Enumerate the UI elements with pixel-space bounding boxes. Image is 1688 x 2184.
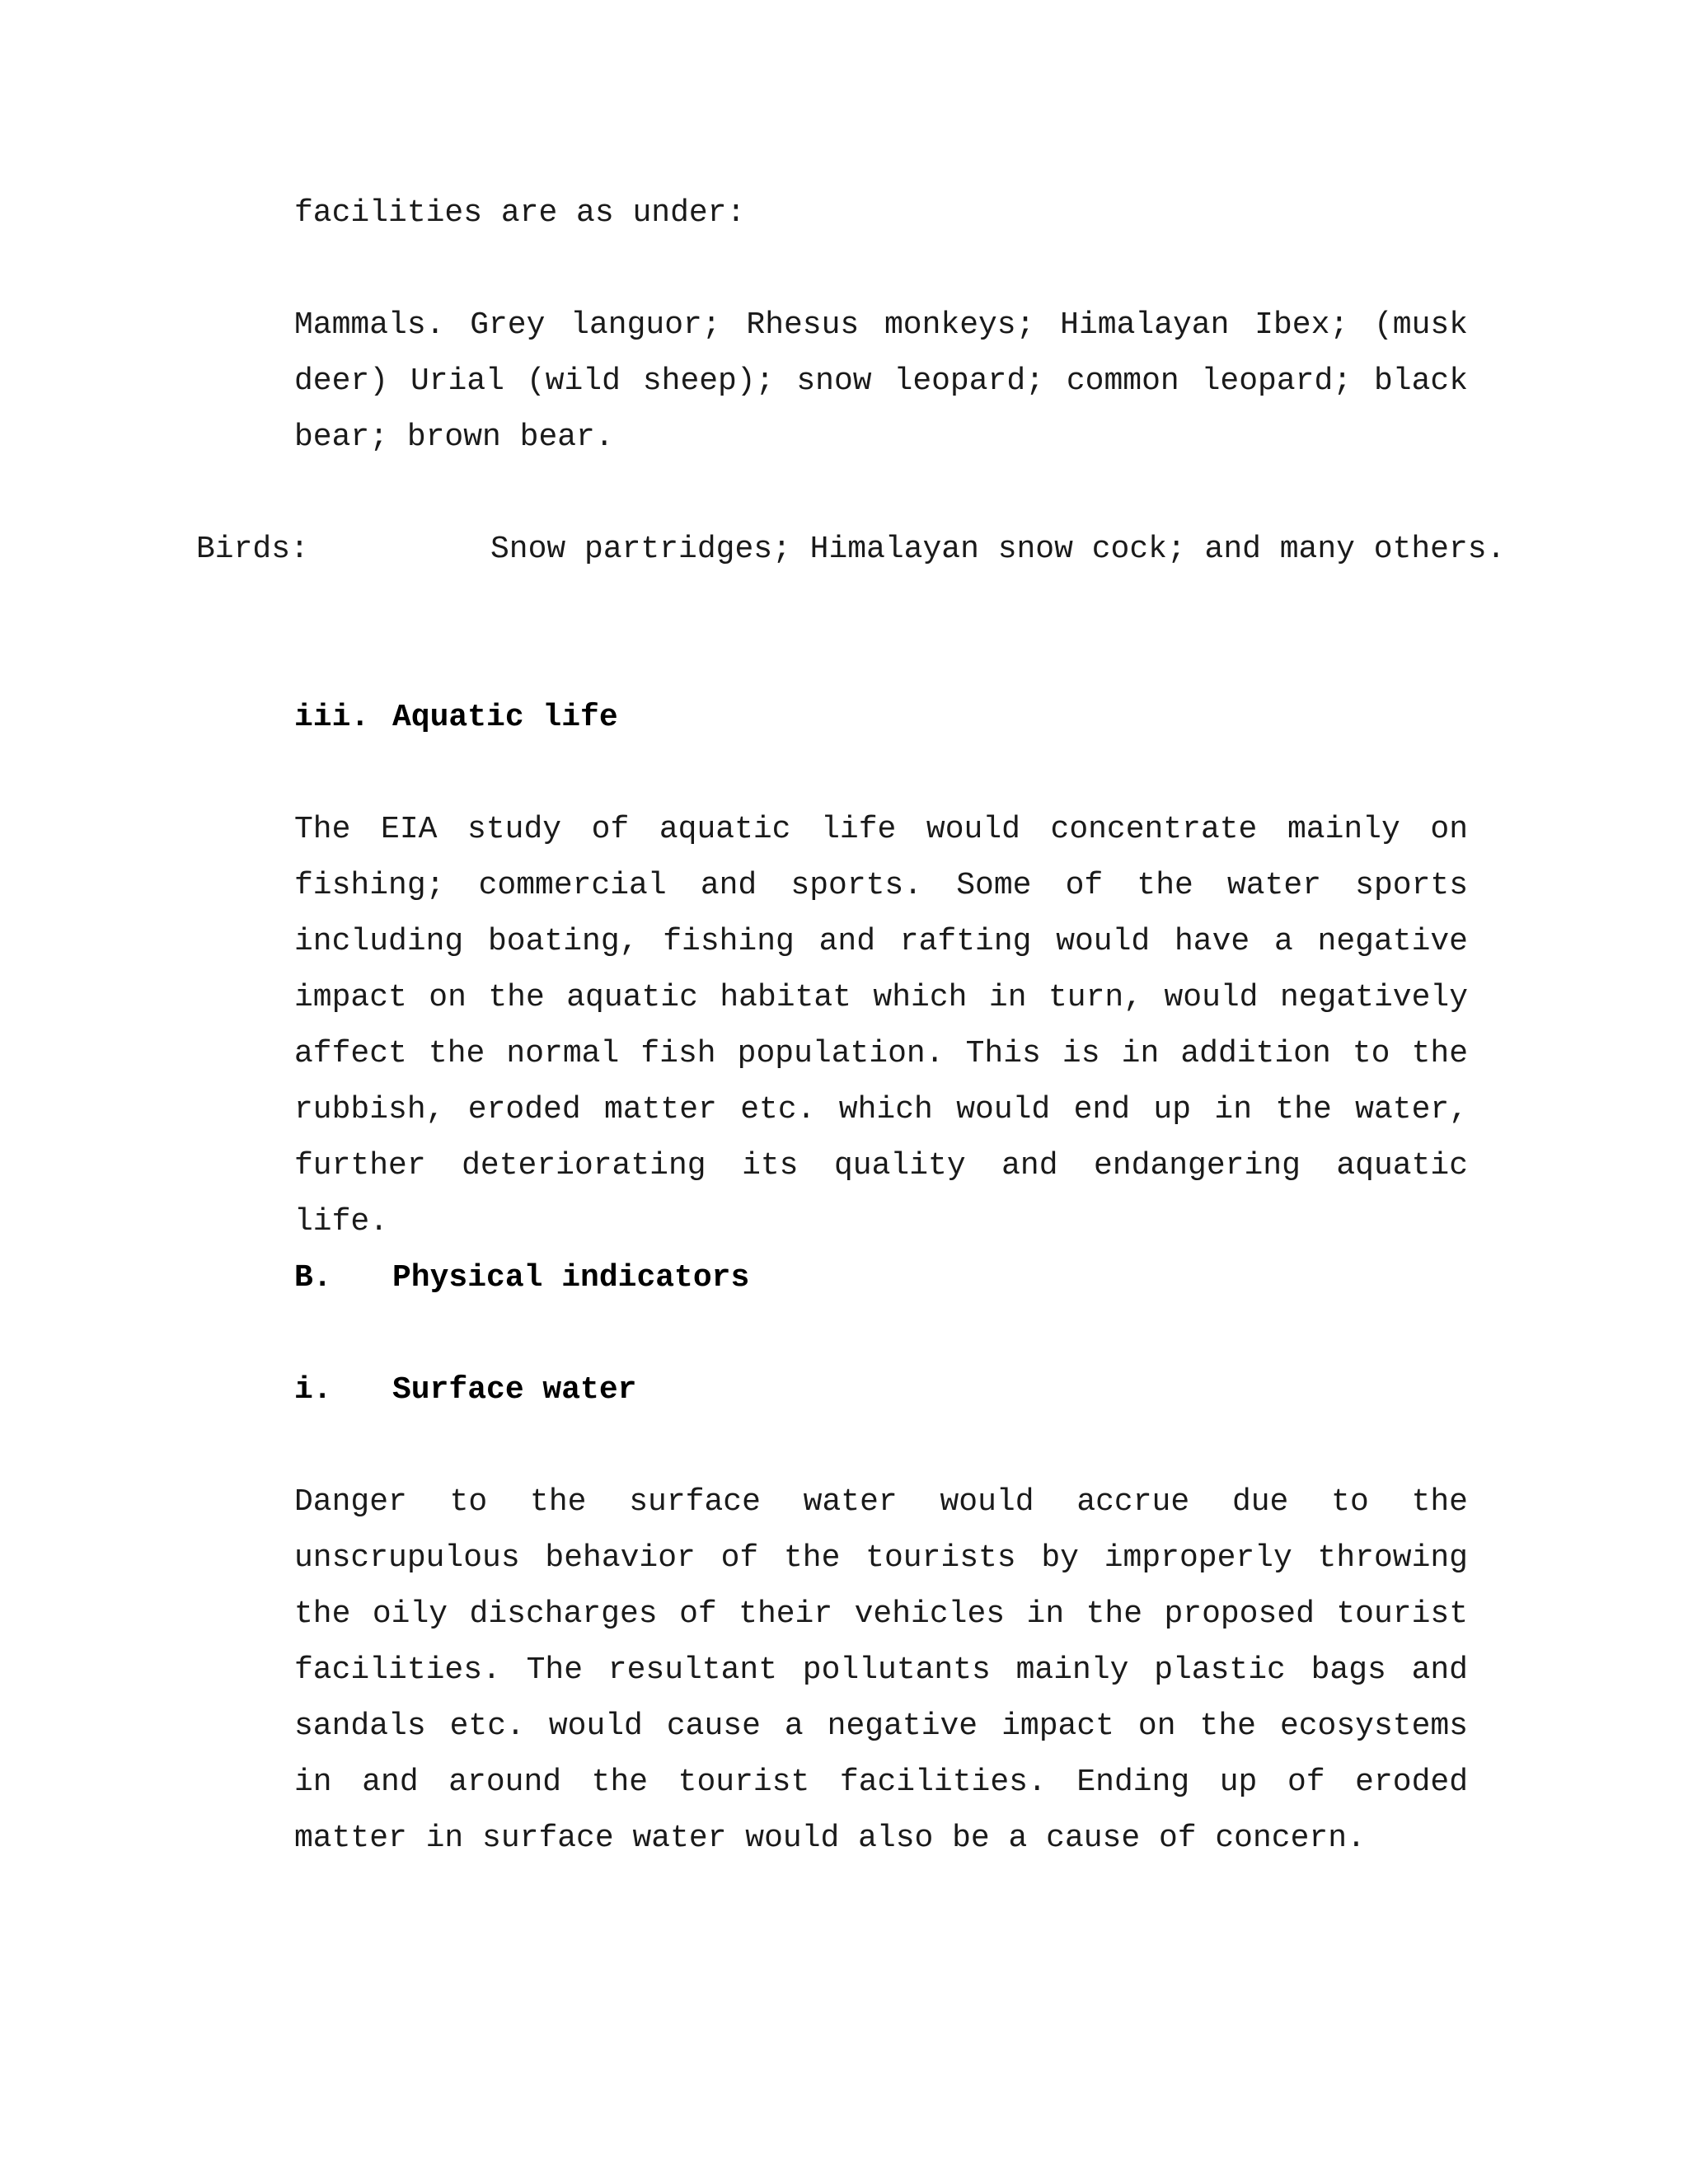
birds-text: Snow partridges; Himalayan snow cock; and many others. [490,532,1506,567]
aquatic-life-heading [294,690,1468,746]
birds-paragraph [196,522,1566,578]
physical-indicators-title: Physical indicators [392,1260,750,1296]
surface-water-heading [294,1362,1468,1418]
surface-water-title: Surface water [392,1372,637,1408]
mammals-paragraph: Mammals. Grey languor; Rhesus monkeys; Himalayan Ibex; (musk deer) Urial (wild sheep); snow leopard; common leopard; black bear; brown bear. [294,307,1468,455]
aquatic-life-number: iii. [294,700,370,735]
aquatic-life-paragraph: The EIA study of aquatic life would concentrate mainly on fishing; commercial and sports. Some of the water sports including boating, fishing and rafting would have a negative impact on the aquatic habitat which in turn, would negatively affect the normal fish population. This is in addition to the rubbish, eroded matter etc. which would end up in the water, further deteriorating its quality and endangering aquatic life. [294,812,1468,1240]
physical-indicators-number: B. [294,1260,332,1296]
physical-indicators-heading [294,1250,1468,1306]
intro-line: facilities are as under: [294,195,746,231]
surface-water-paragraph: Danger to the surface water would accrue due to the unscrupulous behavior of the tourists by improperly throwing the oily discharges of their vehicles in the proposed tourist facilities. The resultant pollutants mainly plastic bags and sandals etc. would cause a negative impact on the ecosystems in and around the tourist facilities. Ending up of eroded matter in surface water would also be a cause of concern. [294,1484,1468,1856]
aquatic-life-title: Aquatic life [392,700,618,735]
birds-label: Birds: [196,532,309,567]
surface-water-number: i. [294,1372,332,1408]
